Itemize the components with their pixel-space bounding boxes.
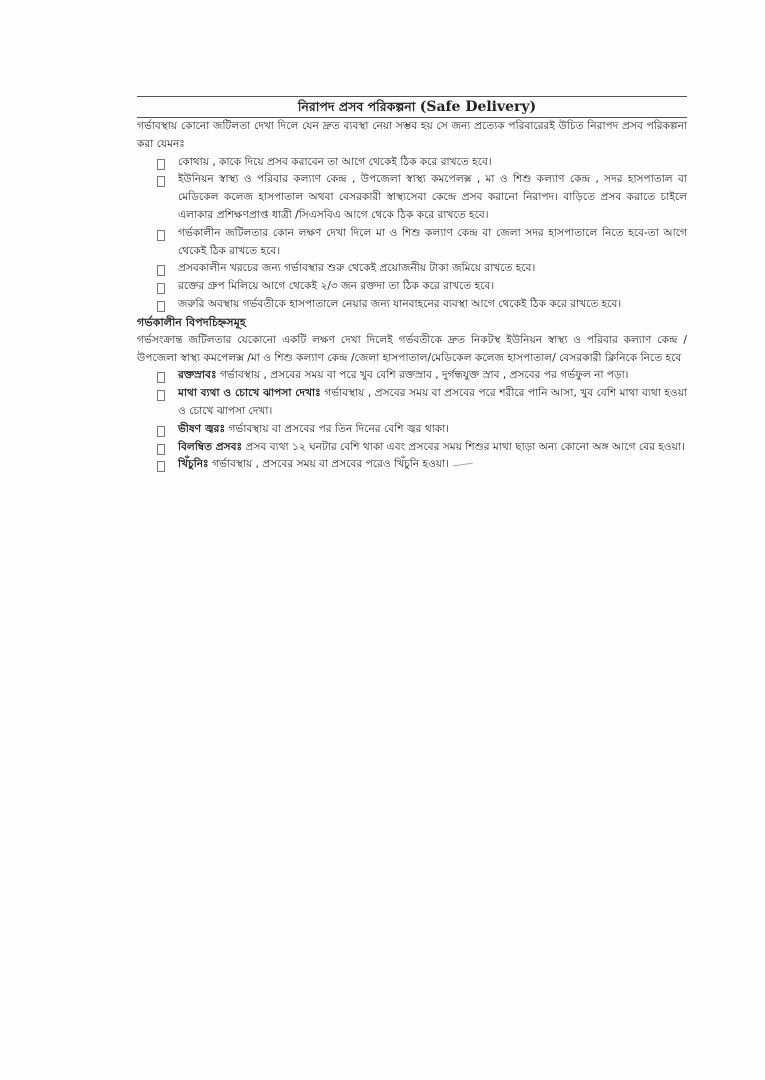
item-text: প্রসবকালীন খরচের জন্য গর্ভাবস্থার শুরু থেকেই প্রয়োজনীয় টাকা জমিয়ে রাখতে হবে। (178, 262, 536, 275)
checkbox-bullet-icon (157, 159, 165, 170)
danger-signs-heading: গর্ভকালীন বিপদচিহ্নসমূহ (137, 315, 246, 329)
item-text: গর্ভাবস্থায় বা প্রসবের পর তিন দিনের বেশি জ্বর থাকা। (225, 422, 450, 435)
list-item (157, 421, 687, 439)
item-term: ভীষণ জ্বরঃ (178, 422, 226, 435)
list-item (157, 225, 687, 261)
item-text: জরুরি অবস্থায় গর্ভবতীকে হাসপাতালে নেয়ার জন্য যানবাহনের ব্যবস্থা আগে থেকেই ঠিক করে রাখতে হবে। (178, 297, 622, 310)
list-item (157, 278, 687, 296)
item-text: ইউনিয়ন স্বাস্থ্য ও পরিবার কল্যাণ কেন্দ্র , উপজেলা স্বাস্থ্য কমপেলক্স , মা ও শিশু কল্যাণ কেন্দ্র , সদর হাসপাতাল বা মেডিকেল কলেজ হাসপাতাল অথবা বেসরকারী স্বাস্থ্যসেবা কেন্দ্রে প্রসব করানো নিরাপদ। বাড়িতে প্রসব করাতে চাইলে এলাকার প্রশিক্ষণপ্রাপ্ত ধাত্রী /সিএসবিএ আগে থেকে ঠিক করে রাখতে হবে। (178, 173, 687, 221)
checkbox-bullet-icon (157, 265, 165, 276)
checkbox-bullet-icon (157, 230, 165, 241)
item-term: বিলম্বিত প্রসবঃ (178, 440, 243, 453)
checkbox-bullet-icon (157, 283, 165, 294)
item-term: মাথা ব্যথা ও চোখে ঝাপসা দেখাঃ (178, 387, 321, 400)
checkbox-bullet-icon (157, 372, 165, 383)
checkbox-bullet-icon (157, 444, 165, 455)
list-item (157, 439, 687, 457)
checkbox-bullet-icon (157, 461, 165, 472)
checkbox-bullet-icon (157, 390, 165, 401)
list-item (157, 171, 687, 224)
item-text: গর্ভকালীন জটিলতার কোন লক্ষণ দেখা দিলে মা ও শিশু কল্যাণ কেন্দ্র বা জেলা সদর হাসপাতালে নিতে হবে-তা আগে থেকেই ঠিক রাখতে হবে। (178, 226, 687, 257)
item-text: কোথায় , কাকে দিয়ে প্রসব করাবেন তা আগে থেকেই ঠিক করে রাখতে হবে। (178, 155, 492, 168)
checkbox-bullet-icon (157, 426, 165, 437)
document-title (137, 97, 687, 117)
list-item (157, 154, 687, 172)
list-item (157, 456, 687, 474)
item-text: গর্ভাবস্থায় , প্রসবের সময় বা প্রসবের পরে শরীরে পানি আসা, খুব বেশি মাথা ব্যথা হওয়া ও চোখে ঝাপসা দেখা। (178, 387, 688, 417)
title-bengali: নিরাপদ প্রসব পরিকল্পনা (297, 99, 416, 114)
pen-mark (453, 462, 473, 466)
item-text: গর্ভাবস্থায় , প্রসবের সময় বা পরে খুব বেশি রক্তস্রাব , দুর্গন্ধযুক্ত স্রাব , প্রসবের পর গর্ভফুল না পড়া। (216, 369, 629, 382)
danger-intro-paragraph: গর্ভসংক্রান্ত জটিলতার যেকোনো একটি লক্ষণ দেখা দিলেই গর্ভবতীকে দ্রুত নিকটস্থ ইউনিয়ন স্বাস্থ্য ও পরিবার কল্যাণ কেন্দ্র /উপজেলা স্বাস্থ্য কমপেলক্স /মা ও শিশু কল্যাণ কেন্দ্র /জেলা হাসপাতাল/মেডিকেল কলেজ হাসপাতাল/ বেসরকারী ক্লিনিকে নিতে হবে (137, 333, 687, 364)
item-text: রক্তের গ্রুপ মিলিয়ে আগে থেকেই ২/৩ জন রক্তদা তা ঠিক করে রাখতে হবে। (178, 280, 495, 293)
item-term: রক্তস্রাবঃ (178, 369, 217, 382)
item-text: প্রসব ব্যথা ১২ ঘনটার বেশি থাকা এবং প্রসবের সময় শিশুর মাথা ছাড়া অন্য কোনো অঙ্গ আগে বের হওয়া। (242, 440, 685, 453)
list-item (157, 367, 687, 385)
item-term: খিঁচুনিঃ (178, 458, 209, 471)
plan-list (137, 154, 687, 314)
list-item (157, 260, 687, 278)
list-item (157, 296, 687, 314)
danger-list (137, 367, 687, 474)
title-english: (Safe Delivery) (419, 99, 537, 115)
checkbox-bullet-icon (157, 176, 165, 187)
list-item (157, 385, 687, 421)
intro-paragraph: গর্ভাবস্থায় কোনো জটিলতা দেখা দিলে যেন দ্রুত ব্যবস্থা নেয়া সম্ভব হয় সে জন্য প্রত্যেক পরিবারেরই উচিত নিরাপদ প্রসব পরিকল্পনা করা যেমনঃ (137, 120, 687, 150)
checkbox-bullet-icon (157, 301, 165, 312)
item-text: গর্ভাবস্থায় , প্রসবের সময় বা প্রসবের পরেও খিঁচুনি হওয়া। (208, 458, 449, 471)
document-page (137, 96, 687, 474)
